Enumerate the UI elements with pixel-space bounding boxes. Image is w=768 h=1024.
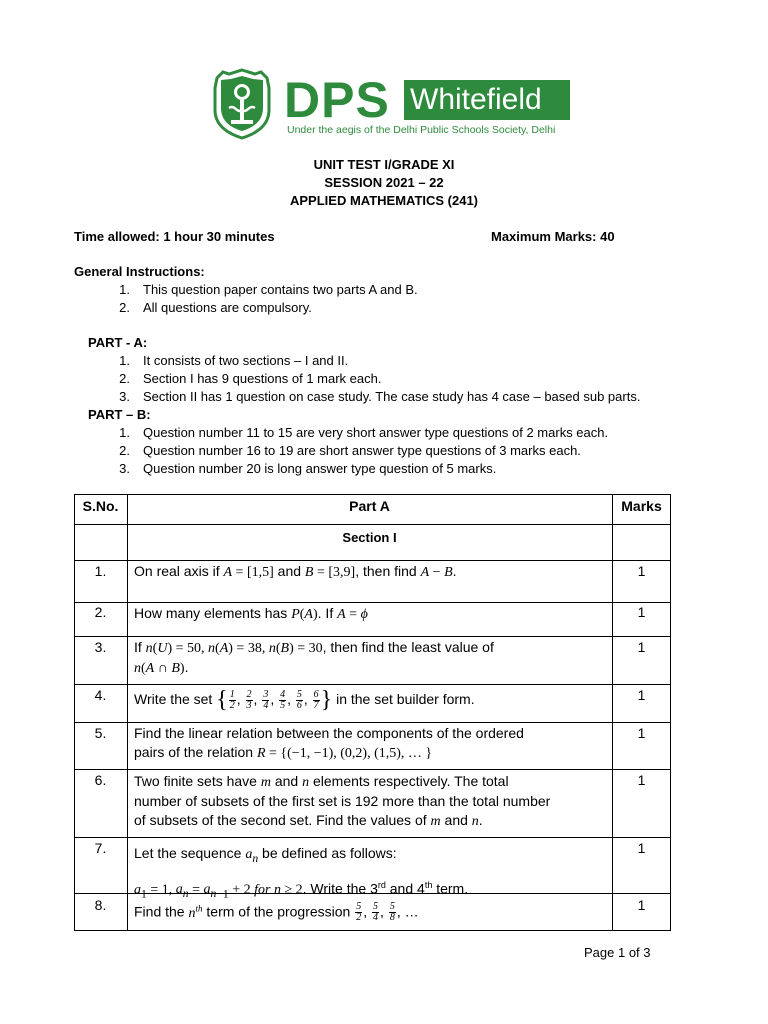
logo-main-text: DPS <box>284 72 390 128</box>
question-text: Find the $n^{th}$ term of the progression $\frac{5}{2}$ , $\frac{5}{4}$ , $\frac{5}{8}$ , … <box>134 901 419 924</box>
question-text: On real axis if A = [1,5] and B = [3,9], then find A − B. <box>134 563 457 580</box>
logo-secondary-text: Whitefield <box>410 83 542 116</box>
list-item: Question number 20 is long answer type question of 5 marks. <box>143 461 497 476</box>
list-item: Question number 11 to 15 are very short answer type questions of 2 marks each. <box>143 425 609 440</box>
question-number: 7. <box>94 840 107 856</box>
list-item: It consists of two sections – I and II. <box>143 353 349 368</box>
table-rule <box>74 722 671 723</box>
table-rule <box>74 684 671 685</box>
part-a-title: PART - A: <box>88 335 148 350</box>
list-item-number: 3. <box>119 461 130 476</box>
table-rule <box>74 494 75 931</box>
question-text: If n(U) = 50, n(A) = 38, n(B) = 30, then find the least value of n(A ∩ B). <box>134 639 494 676</box>
question-marks: 1 <box>637 687 646 703</box>
subject-title: APPLIED MATHEMATICS (241) <box>289 193 479 208</box>
question-number: 8. <box>94 897 107 913</box>
list-item: This question paper contains two parts A and B. <box>143 282 418 297</box>
section-label: Section I <box>342 530 397 545</box>
question-marks: 1 <box>637 639 646 655</box>
list-item-number: 1. <box>119 425 130 440</box>
table-rule <box>74 560 671 561</box>
question-text: Let the sequence $a_n$ be defined as follows: $a_1 = 1$, $a_n = a_{n-1} + 2$ for n ≥ 2. Write the 3rd and 4th term. <box>134 845 469 901</box>
header-part: Part A <box>349 498 390 514</box>
question-marks: 1 <box>637 897 646 913</box>
table-rule <box>74 636 671 637</box>
table-rule <box>74 837 671 838</box>
table-rule <box>74 602 671 603</box>
list-item: Section I has 9 questions of 1 mark each. <box>143 371 382 386</box>
table-rule <box>74 494 671 495</box>
time-allowed: Time allowed: 1 hour 30 minutes <box>74 229 275 244</box>
list-item-number: 2. <box>119 443 130 458</box>
table-rule <box>74 930 671 931</box>
table-rule <box>670 494 671 931</box>
school-crest-icon <box>211 68 273 140</box>
exam-title: UNIT TEST I/GRADE XI <box>313 157 455 172</box>
question-number: 3. <box>94 639 107 655</box>
list-item-number: 3. <box>119 389 130 404</box>
question-text: Two finite sets have m and n elements respectively. The total number of subsets of the first set is 192 more than the total number of subsets of the second set. Find the values of m and n. <box>134 773 551 829</box>
questions-table <box>74 494 671 931</box>
list-item: All questions are compulsory. <box>143 300 312 315</box>
table-rule <box>74 524 671 525</box>
table-rule <box>127 494 128 931</box>
table-rule <box>74 769 671 770</box>
header-sno: S.No. <box>82 498 119 514</box>
list-item: Question number 16 to 19 are short answer type questions of 3 marks each. <box>143 443 581 458</box>
table-rule <box>612 494 613 931</box>
logo-tagline: Under the aegis of the Delhi Public Schools Society, Delhi <box>287 124 556 136</box>
session-title: SESSION 2021 – 22 <box>324 175 444 190</box>
page-number: Page 1 of 3 <box>584 945 651 960</box>
question-number: 5. <box>94 725 107 741</box>
question-number: 2. <box>94 604 107 620</box>
part-b-title: PART – B: <box>88 407 151 422</box>
list-item-number: 2. <box>119 300 130 315</box>
question-text: How many elements has P(A). If A = ϕ <box>134 605 368 622</box>
list-item-number: 1. <box>119 353 130 368</box>
question-marks: 1 <box>637 563 646 579</box>
question-marks: 1 <box>637 772 646 788</box>
question-marks: 1 <box>637 604 646 620</box>
question-marks: 1 <box>637 725 646 741</box>
question-text: Write the set { $\frac{1}{2}$ , $\frac{2}{3}$ , $\frac{3}{4}$ , $\frac{4}{5}$ , $\frac{5}{6}$ , $\frac{6}{7}$ } in the set builder form. <box>134 687 475 713</box>
list-item: Section II has 1 question on case study. The case study has 4 case – based sub parts. <box>143 389 641 404</box>
general-instructions-title: General Instructions: <box>74 264 205 279</box>
question-text: Find the linear relation between the components of the ordered pairs of the relation R = {(−1, −1), (0,2), (1,5), … } <box>134 725 524 761</box>
question-number: 6. <box>94 772 107 788</box>
list-item-number: 1. <box>119 282 130 297</box>
header-marks: Marks <box>621 498 662 514</box>
question-number: 4. <box>94 687 107 703</box>
list-item-number: 2. <box>119 371 130 386</box>
question-marks: 1 <box>637 840 646 856</box>
maximum-marks: Maximum Marks: 40 <box>491 229 615 244</box>
question-number: 1. <box>94 563 107 579</box>
